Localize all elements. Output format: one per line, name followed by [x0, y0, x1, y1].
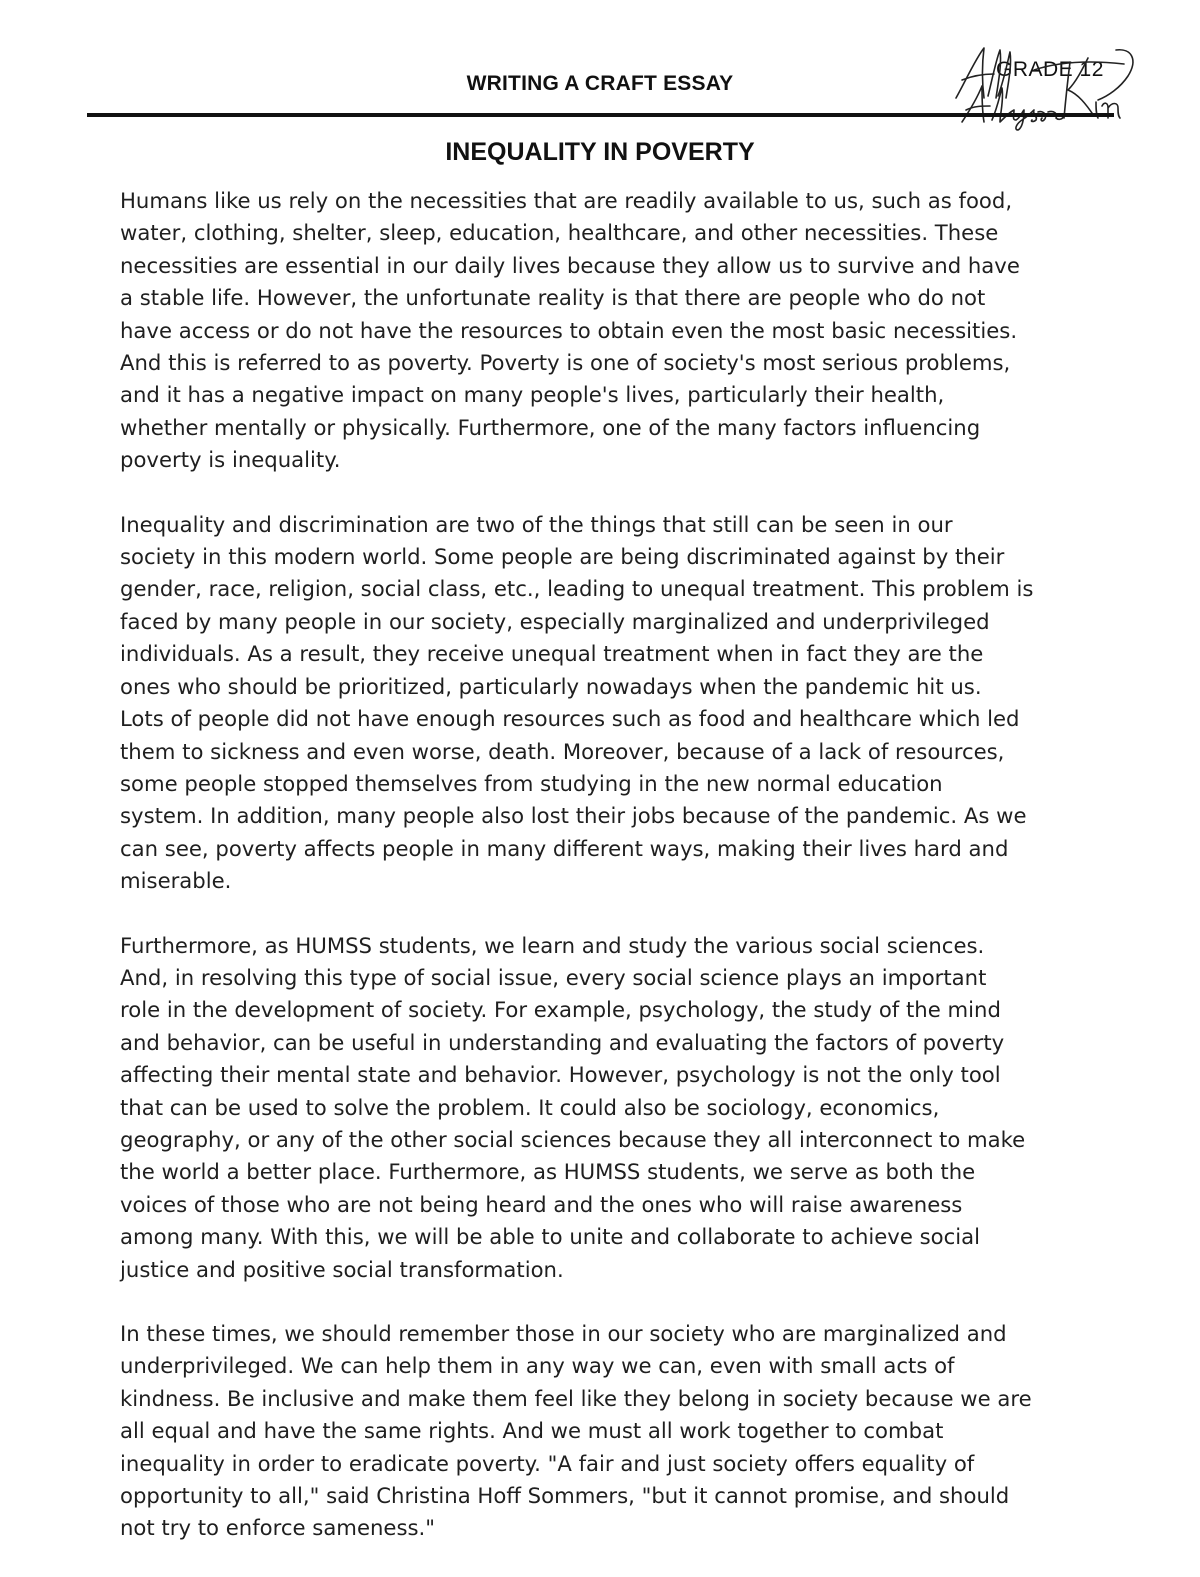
handwritten-signature: [948, 40, 1138, 132]
text-line: ones who should be prioritized, particularly nowadays when the pandemic hit us.: [120, 673, 982, 699]
text-line: society in this modern world. Some people are being discriminated against by their: [120, 544, 1005, 570]
grade-label: GRADE 12: [996, 58, 1104, 81]
text-line: a stable life. However, the unfortunate reality is that there are people who do not: [120, 285, 986, 311]
text-line: Lots of people did not have enough resources such as food and healthcare which led: [120, 706, 1020, 732]
text-line: water, clothing, shelter, sleep, education, healthcare, and other necessities. These: [120, 220, 999, 246]
text-line: the world a better place. Furthermore, as HUMSS students, we serve as both the: [120, 1159, 976, 1185]
text-line: And, in resolving this type of social issue, every social science plays an important: [120, 964, 987, 990]
text-line: them to sickness and even worse, death. Moreover, because of a lack of resources,: [120, 738, 1005, 764]
essay-paragraph-1: [120, 185, 1085, 477]
text-line: voices of those who are not being heard and the ones who will raise awareness: [120, 1191, 963, 1217]
text-line: system. In addition, many people also lost their jobs because of the pandemic. As we: [120, 803, 1027, 829]
text-line: Humans like us rely on the necessities that are readily available to us, such as food,: [120, 188, 1013, 213]
text-line: have access or do not have the resources to obtain even the most basic necessities.: [120, 317, 1018, 343]
text-line: Furthermore, as HUMSS students, we learn and study the various social sciences.: [120, 932, 985, 958]
text-line: underprivileged. We can help them in any way we can, even with small acts of: [120, 1353, 955, 1379]
text-line: affecting their mental state and behavior. However, psychology is not the only tool: [120, 1062, 1001, 1088]
document-header-title: WRITING A CRAFT ESSAY: [466, 72, 734, 95]
text-line: necessities are essential in our daily lives because they allow us to survive and have: [120, 252, 1020, 278]
text-line: kindness. Be inclusive and make them feel like they belong in society because we are: [120, 1385, 1032, 1411]
text-line: not try to enforce sameness.": [120, 1515, 435, 1541]
text-line: Inequality and discrimination are two of the things that still can be seen in our: [120, 511, 953, 537]
header-rule: [87, 113, 1114, 117]
text-line: miserable.: [120, 868, 232, 894]
text-line: among many. With this, we will be able to unite and collaborate to achieve social: [120, 1224, 981, 1250]
text-line: and behavior, can be useful in understanding and evaluating the factors of poverty: [120, 1029, 1005, 1055]
text-line: and it has a negative impact on many people's lives, particularly their health,: [120, 382, 945, 408]
text-line: can see, poverty affects people in many different ways, making their lives hard and: [120, 835, 1009, 861]
text-line: individuals. As a result, they receive unequal treatment when in fact they are the: [120, 641, 984, 667]
text-line: role in the development of society. For example, psychology, the study of the mind: [120, 997, 1001, 1023]
essay-paragraph-2: [120, 509, 1085, 898]
text-line: that can be used to solve the problem. It could also be sociology, economics,: [120, 1094, 940, 1120]
text-line: opportunity to all," said Christina Hoff Sommers, "but it cannot promise, and should: [120, 1483, 1010, 1509]
text-line: inequality in order to eradicate poverty. "A fair and just society offers equality of: [120, 1450, 975, 1476]
text-line: faced by many people in our society, especially marginalized and underprivileged: [120, 608, 990, 634]
text-line: In these times, we should remember those in our society who are marginalized and: [120, 1321, 1007, 1346]
text-line: gender, race, religion, social class, etc., leading to unequal treatment. This problem is: [120, 576, 1034, 602]
text-line: geography, or any of the other social sciences because they all interconnect to make: [120, 1126, 1026, 1152]
text-line: And this is referred to as poverty. Poverty is one of society's most serious problems,: [120, 350, 1011, 376]
text-line: some people stopped themselves from studying in the new normal education: [120, 770, 943, 796]
text-line: whether mentally or physically. Furthermore, one of the many factors influencing: [120, 414, 981, 440]
text-line: justice and positive social transformation.: [120, 1256, 564, 1282]
essay-title: INEQUALITY IN POVERTY: [445, 138, 755, 166]
text-line: all equal and have the same rights. And we must all work together to combat: [120, 1418, 944, 1444]
text-line: poverty is inequality.: [120, 447, 341, 473]
essay-body: [120, 185, 1085, 1577]
essay-paragraph-4: [120, 1318, 1085, 1545]
essay-paragraph-3: [120, 930, 1085, 1286]
